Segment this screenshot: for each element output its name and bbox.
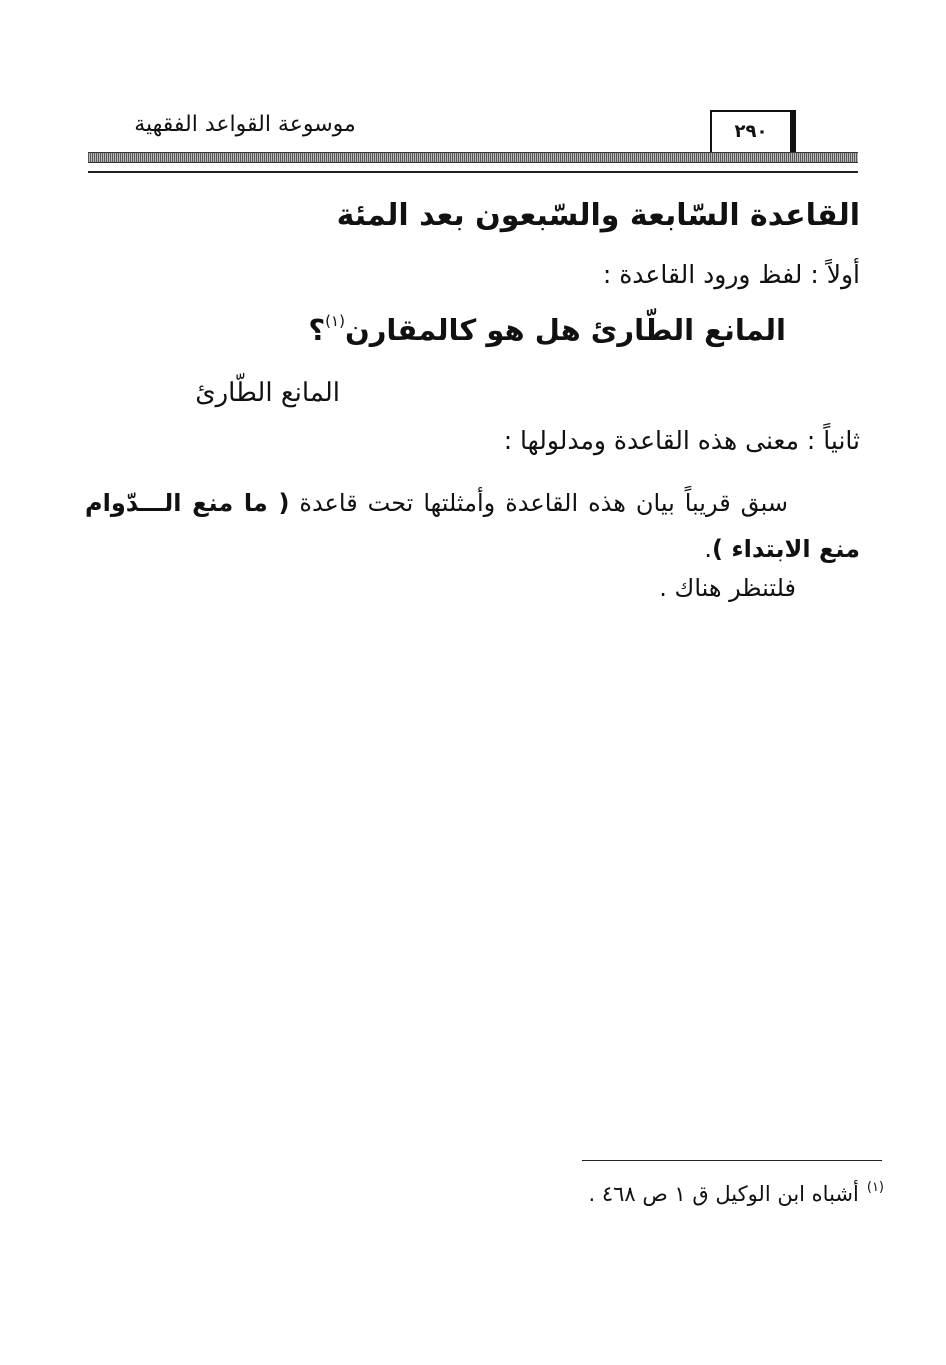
paragraph-lead: سبق قريباً بيان هذه القاعدة وأمثلتها تحت قاعدة	[289, 489, 788, 517]
rule-title: القاعدة السّابعة والسّبعون بعد المئة	[336, 198, 860, 233]
footnote-marker: (١)	[325, 312, 345, 330]
paragraph-end: .	[704, 535, 712, 563]
page-number: ٢٩٠	[734, 121, 768, 142]
see-there-line: فلتنظر هناك .	[659, 574, 796, 602]
page-number-box	[710, 110, 796, 152]
book-title: موسوعة القواعد الفقهية	[134, 112, 356, 137]
paragraph-rule-reference: ( ما منع الـــدّوام منع الابتداء )	[85, 489, 860, 563]
footnote-text: أشباه ابن الوكيل ق ١ ص ٤٦٨ .	[588, 1182, 859, 1206]
body-paragraph	[85, 480, 860, 572]
section-heading-second: ثانياً : معنى هذه القاعدة ومدلولها :	[503, 426, 860, 455]
rule-statement-text: المانع الطّارئ هل هو كالمقارن	[344, 313, 786, 347]
footnote-ref: (١)	[866, 1180, 884, 1195]
question-mark: ؟	[308, 313, 326, 347]
section-heading-first: أولاً : لفظ ورود القاعدة :	[602, 260, 860, 289]
footnote	[588, 1180, 884, 1206]
header-shaded-bar	[88, 152, 858, 163]
footnote-rule	[582, 1160, 882, 1161]
header-rule	[88, 171, 858, 173]
rule-statement	[308, 312, 786, 347]
handwritten-note: المانع الطّارئ	[195, 378, 340, 408]
